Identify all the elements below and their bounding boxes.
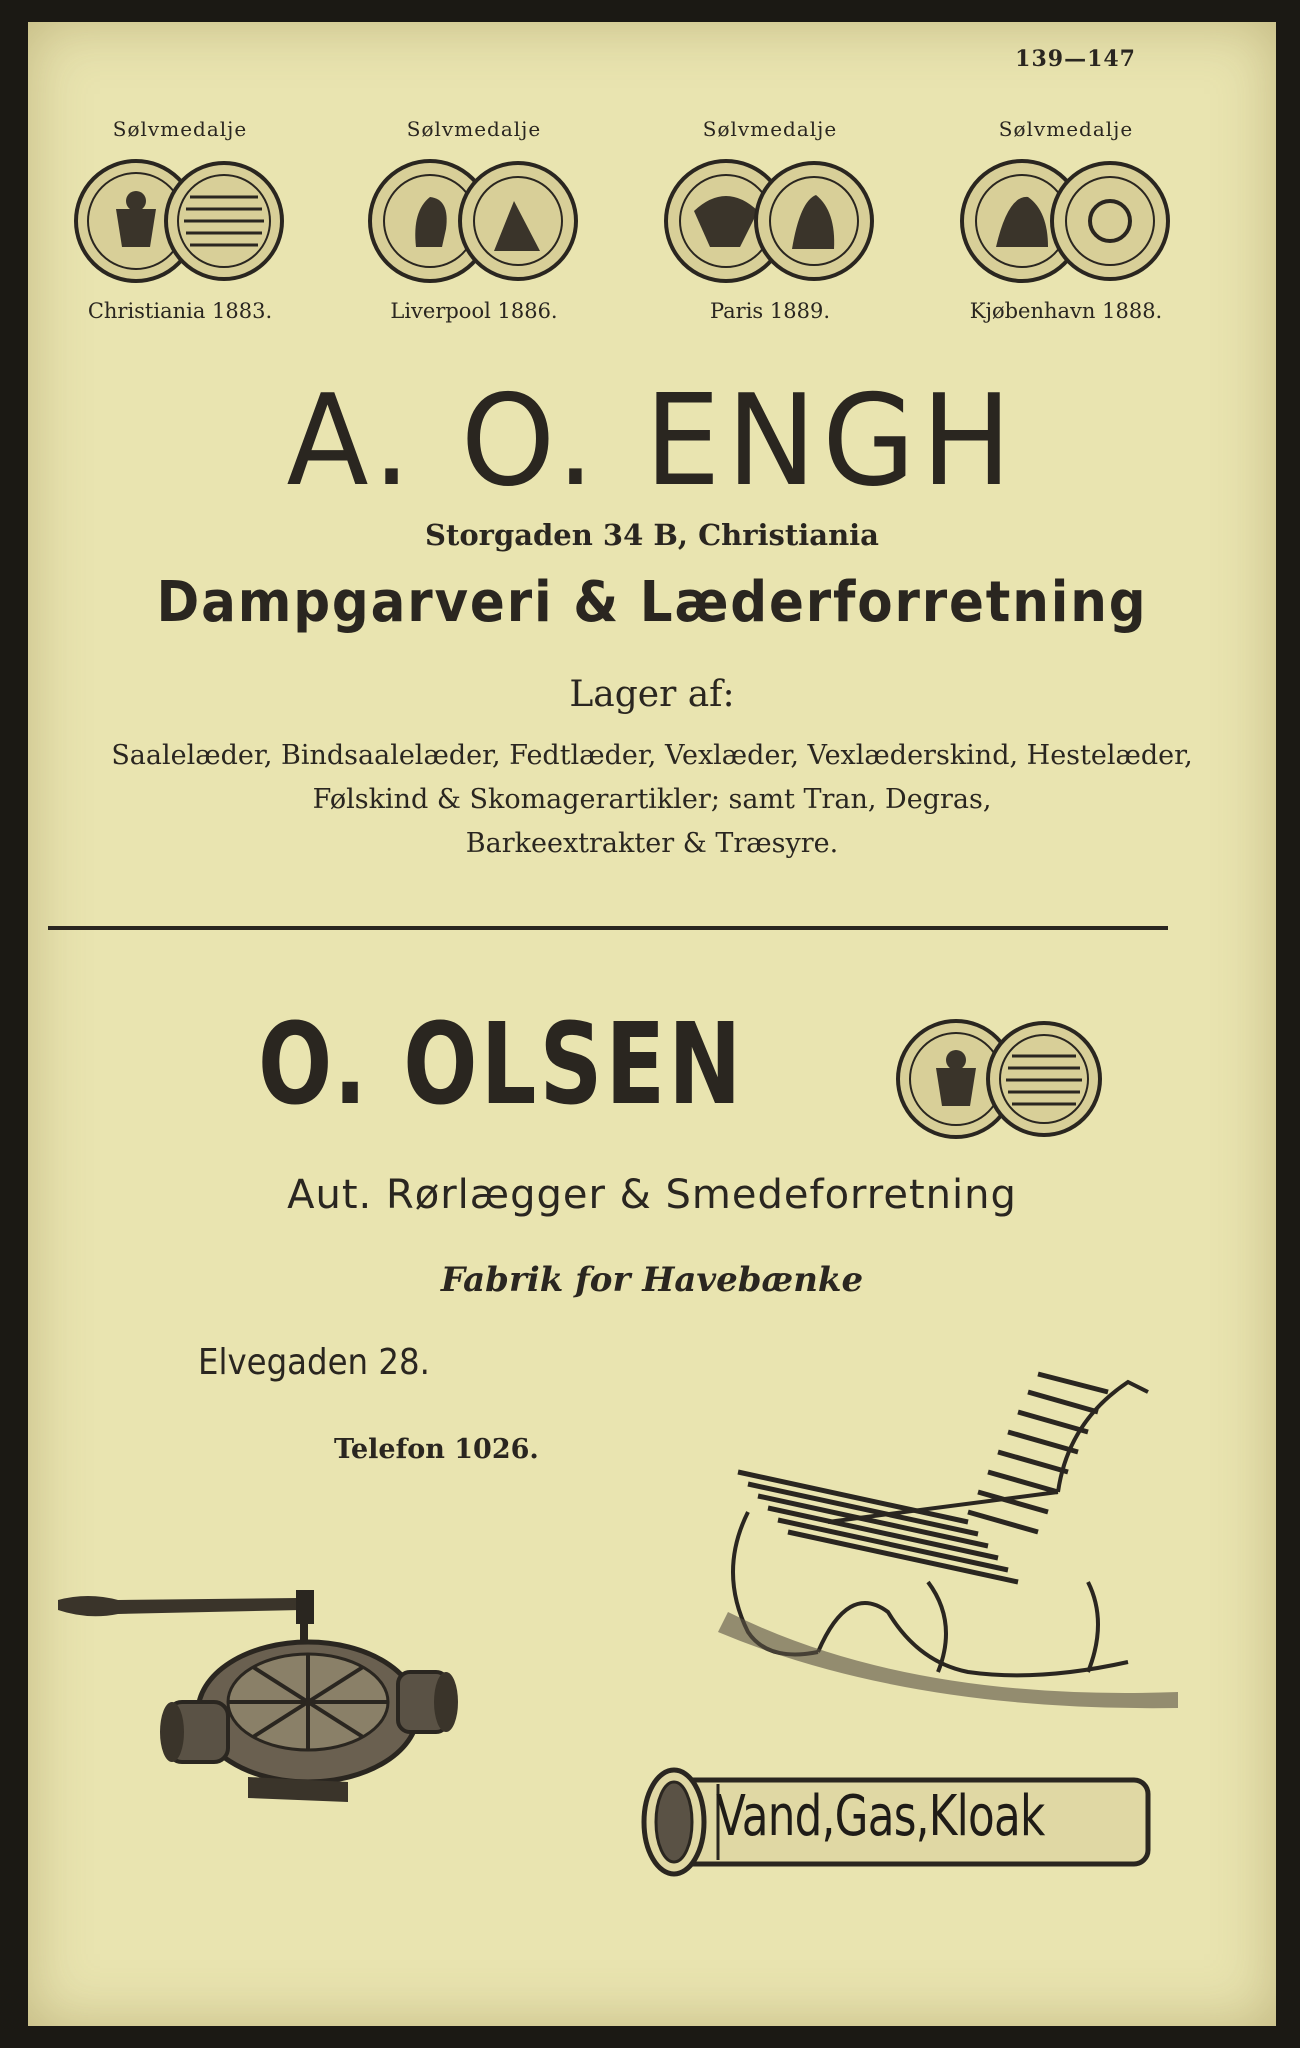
engh-company-name: A. O. ENGH — [286, 368, 1018, 515]
medal-city: Liverpool 1886. — [390, 299, 558, 323]
garden-bench-illustration — [708, 1362, 1188, 1712]
medal-label: Sølvmedalje — [702, 117, 838, 141]
engh-stock-line: Barkeextrakter & Træsyre. — [465, 828, 839, 859]
engh-business-type: Dampgarveri & Læderforretning — [156, 570, 1148, 635]
medal-pair-icon — [892, 1014, 1112, 1144]
medal-city: Christiania 1883. — [87, 299, 273, 323]
pipe-label: Vand,Gas,Kloak — [716, 1784, 1045, 1849]
advertisement-page — [28, 22, 1276, 2026]
olsen-company-name: O. OLSEN — [258, 1000, 745, 1130]
medal-pair-icon — [364, 151, 584, 291]
engh-stock-line: Følskind & Skomagerartikler; samt Tran, Degras, — [312, 784, 992, 815]
pipe-tool-illustration — [48, 1562, 468, 1822]
medal-pair-icon — [660, 151, 880, 291]
section-divider — [48, 926, 1168, 930]
olsen-factory: Fabrik for Havebænke — [440, 1260, 864, 1300]
medal-pair-icon — [956, 151, 1176, 291]
olsen-address: Elvegaden 28. — [198, 1342, 430, 1383]
medal-kjobenhavn — [936, 117, 1196, 323]
medal-label: Sølvmedalje — [406, 117, 542, 141]
medal-pair-icon — [70, 151, 290, 291]
engh-address: Storgaden 34 B, Christiania — [425, 518, 879, 552]
medal-liverpool — [344, 117, 604, 323]
medal-label: Sølvmedalje — [998, 117, 1134, 141]
olsen-phone: Telefon 1026. — [334, 1434, 539, 1465]
medal-row — [28, 117, 1276, 367]
medal-label: Sølvmedalje — [112, 117, 248, 141]
olsen-trade: Aut. Rørlægger & Smedeforretning — [287, 1172, 1017, 1218]
engh-stock-heading: Lager af: — [569, 674, 735, 715]
medal-paris — [640, 117, 900, 323]
medal-city: Paris 1889. — [709, 299, 831, 323]
medal-christiania — [50, 117, 310, 323]
medal-city: Kjøbenhavn 1888. — [969, 299, 1163, 323]
page-number: 139—147 — [1015, 46, 1136, 72]
engh-stock-line: Saalelæder, Bindsaalelæder, Fedtlæder, Vexlæder, Vexlæderskind, Hestelæder, — [111, 740, 1193, 771]
engh-stock-list — [42, 734, 1262, 866]
